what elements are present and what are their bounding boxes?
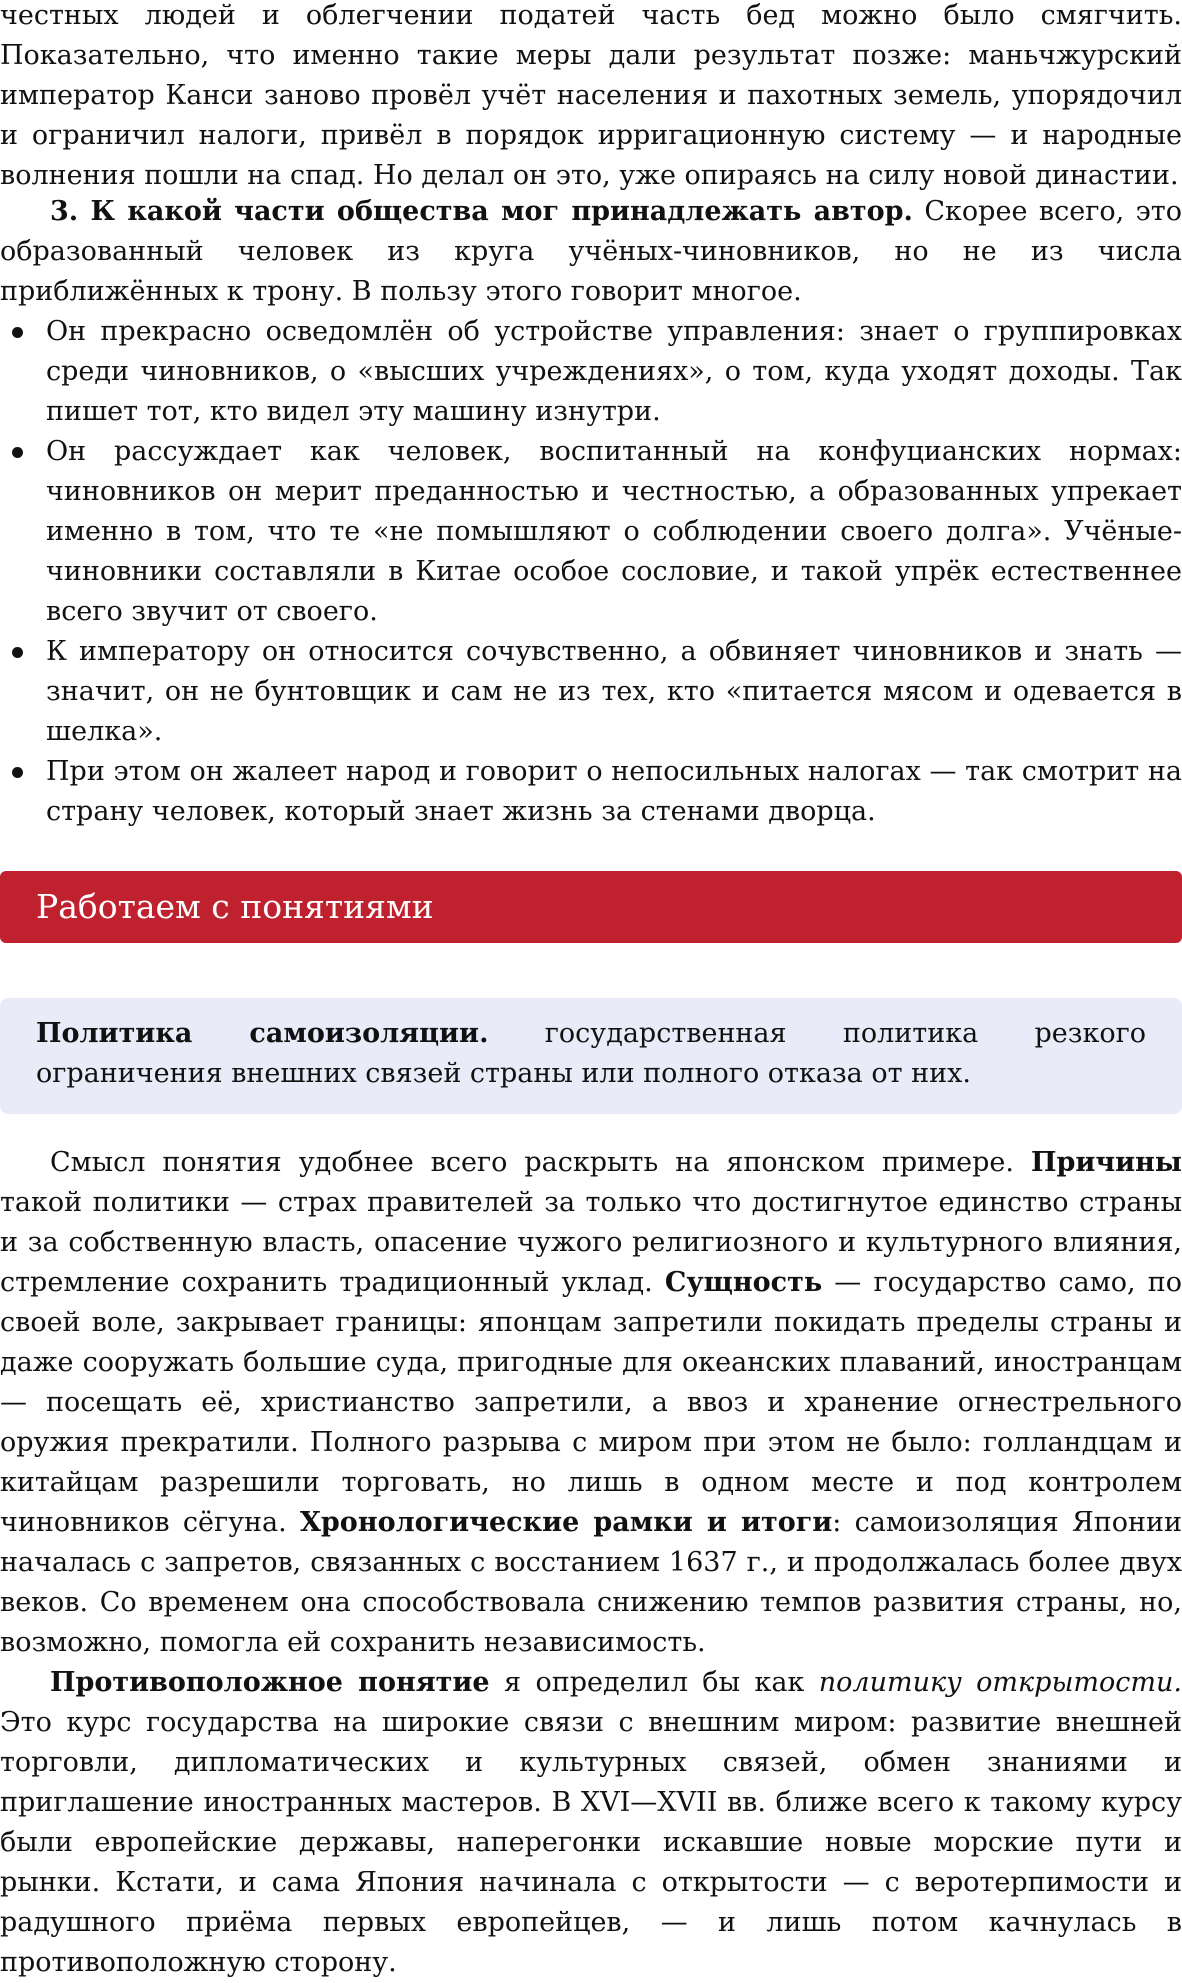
list-item — [0, 432, 1182, 632]
question-3-text: Скорее всего, это образованный человек из круга учёных-чиновников, но не из числа приближённых к трону. В пользу этого говорит многое. — [0, 196, 1182, 307]
essence-term: Сущность — [664, 1267, 823, 1298]
opposite-text-1: я определил бы как — [489, 1667, 819, 1698]
definition-box — [0, 998, 1182, 1114]
question-3-paragraph — [0, 192, 1182, 312]
meaning-text-4: : самоизоляция Японии началась с запретов, связанных с восстанием 1637 г., и продолжалась более двух веков. Со временем она способствовала снижению темпов развития страны, но, возможно, помогла ей сохранить независимость. — [0, 1507, 1182, 1658]
list-item — [0, 632, 1182, 752]
definition-term: Политика самоизоляции. — [36, 1018, 489, 1049]
meaning-text-2: такой политики — страх правителей за только что достигнутое единство страны и за собственную власть, опасение чужого религиозного и культурного влияния, стремление сохранить традиционный уклад. — [0, 1187, 1182, 1298]
list-item — [0, 752, 1182, 832]
causes-term: Причины — [1030, 1147, 1182, 1178]
meaning-text-3: — государство само, по своей воле, закрывает границы: японцам запретили покидать пределы страны и даже сооружать большие суда, пригодные для океанских плаваний, иностранцам — посещать её, христианство запретили, а ввоз и хранение огнестрельного оружия прекратили. Полного разрыва с миром при этом не было: голландцам и китайцам разрешили торговать, но лишь в одном месте и под контролем чиновников сёгуна. — [0, 1267, 1182, 1538]
definition-text — [36, 1014, 1146, 1094]
list-item — [0, 312, 1182, 432]
section-title: Работаем с понятиями — [36, 887, 434, 926]
opposite-text-2: Это курс государства на широкие связи с внешним миром: развитие внешней торговли, дипломатических и культурных связей, обмен знаниями и приглашение иностранных мастеров. В XVI—XVII вв. ближе всего к такому курсу были европейские державы, наперегонки искавшие новые морские пути и рынки. Кстати, и сама Япония начинала с открытости — с веротерпимости и радушного приёма первых европейцев, — и лишь потом качнулась в противоположную сторону. — [0, 1707, 1182, 1978]
intro-paragraph: честных людей и облегчении податей часть бед можно было смягчить. Показательно, что именно такие меры дали результат позже: маньчжурский император Канси заново провёл учёт населения и пахотных земель, упорядочил и ограничил налоги, привёл в порядок ирригационную систему — и народные волнения пошли на спад. Но делал он это, уже опираясь на силу новой династии. — [0, 0, 1182, 191]
bullet-icon — [12, 327, 23, 338]
opposite-term: Противоположное понятие — [50, 1667, 490, 1698]
list-item-text: Он прекрасно осведомлён об устройстве управления: знает о группировках среди чиновников, о «высших учреждениях», о том, куда уходят доходы. Так пишет тот, кто видел эту машину изнутри. — [46, 316, 1182, 427]
definition-body: государственная политика резкого ограничения внешних связей страны или полного отказа от них. — [36, 1018, 1146, 1089]
list-item-text: При этом он жалеет народ и говорит о непосильных налогах — так смотрит на страну человек, который знает жизнь за стенами дворца. — [46, 756, 1182, 827]
bullet-icon — [12, 447, 23, 458]
section-banner — [0, 871, 1182, 943]
meaning-text-1: Смысл понятия удобнее всего раскрыть на японском примере. — [50, 1147, 1031, 1178]
chronology-term: Хронологические рамки и итоги — [299, 1507, 833, 1538]
author-evidence-list — [0, 312, 1182, 832]
meaning-paragraph — [0, 1143, 1182, 1663]
bullet-icon — [12, 767, 23, 778]
openness-policy-term: политику открытости. — [818, 1667, 1182, 1698]
bullet-icon — [12, 647, 23, 658]
list-item-text: Он рассуждает как человек, воспитанный на конфуцианских нормах: чиновников он мерит преданностью и честностью, а образованных упрекает именно в том, что те «не помышляют о соблюдении своего долга». Учёные-чиновники составляли в Китае особое сословие, и такой упрёк естественнее всего звучит от своего. — [46, 436, 1182, 627]
opposite-paragraph — [0, 1663, 1182, 1983]
question-3-heading: 3. К какой части общества мог принадлежать автор. — [50, 196, 913, 227]
list-item-text: К императору он относится сочувственно, а обвиняет чиновников и знать — значит, он не бунтовщик и сам не из тех, кто «питается мясом и одевается в шелка». — [46, 636, 1182, 747]
